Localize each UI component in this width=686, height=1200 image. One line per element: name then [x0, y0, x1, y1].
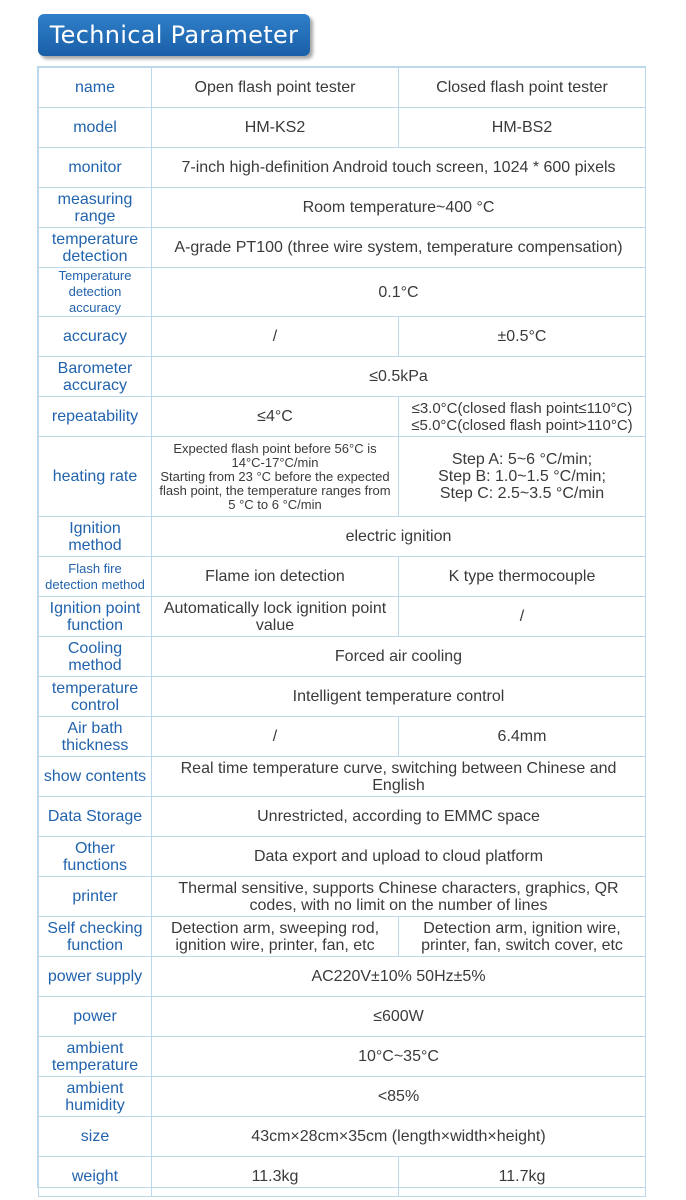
row-label: monitor: [39, 148, 152, 188]
table-row: [39, 877, 646, 917]
value-cell-merged: Real time temperature curve, switching between Chinese and English: [152, 757, 646, 797]
value-cell-merged: Thermal sensitive, supports Chinese characters, graphics, QR codes, with no limit on the number of lines: [152, 877, 646, 917]
value-cell-closed: ±0.5°C: [399, 317, 646, 357]
value-cell-closed: Step A: 5~6 °C/min; Step B: 1.0~1.5 °C/min; Step C: 2.5~3.5 °C/min: [399, 437, 646, 517]
table-row: [39, 557, 646, 597]
row-label: power: [39, 997, 152, 1037]
value-cell-closed: K type thermocouple: [399, 557, 646, 597]
section-title-badge: Technical Parameter: [38, 14, 310, 56]
row-label: accuracy: [39, 317, 152, 357]
table-row: [39, 997, 646, 1037]
value-cell-open: Automatically lock ignition point value: [152, 597, 399, 637]
value-cell-closed: Closed flash point tester: [399, 68, 646, 108]
parameter-table-body: [39, 68, 646, 1197]
table-row: [39, 397, 646, 437]
value-cell-merged: AC220V±10% 50Hz±5%: [152, 957, 646, 997]
value-cell-open: /: [152, 717, 399, 757]
table-row: [39, 957, 646, 997]
value-cell-closed: Detection arm, ignition wire, printer, fan, switch cover, etc: [399, 917, 646, 957]
value-cell-open: 11.3kg: [152, 1157, 399, 1197]
table-row: [39, 437, 646, 517]
table-row: [39, 268, 646, 317]
row-label: Temperature detection accuracy: [39, 268, 152, 317]
value-cell-merged: Room temperature~400 °C: [152, 188, 646, 228]
value-cell-open: /: [152, 317, 399, 357]
value-cell-merged: electric ignition: [152, 517, 646, 557]
row-label: measuring range: [39, 188, 152, 228]
row-label: Data Storage: [39, 797, 152, 837]
row-label: Flash fire detection method: [39, 557, 152, 597]
row-label: ambient humidity: [39, 1077, 152, 1117]
value-cell-closed: 11.7kg: [399, 1157, 646, 1197]
row-label: temperature control: [39, 677, 152, 717]
value-cell-merged: Forced air cooling: [152, 637, 646, 677]
value-cell-merged: 7-inch high-definition Android touch screen, 1024 * 600 pixels: [152, 148, 646, 188]
table-row: [39, 637, 646, 677]
value-cell-open: Detection arm, sweeping rod, ignition wire, printer, fan, etc: [152, 917, 399, 957]
parameter-table: [38, 67, 646, 1197]
table-row: [39, 188, 646, 228]
value-cell-open: Flame ion detection: [152, 557, 399, 597]
value-cell-merged: A-grade PT100 (three wire system, temperature compensation): [152, 228, 646, 268]
value-cell-open: HM-KS2: [152, 108, 399, 148]
row-label: ambient temperature: [39, 1037, 152, 1077]
value-cell-open: Open flash point tester: [152, 68, 399, 108]
table-row: [39, 517, 646, 557]
value-cell-merged: ≤600W: [152, 997, 646, 1037]
value-cell-closed: 6.4mm: [399, 717, 646, 757]
row-label: Ignition point function: [39, 597, 152, 637]
table-row: [39, 1077, 646, 1117]
row-label: size: [39, 1117, 152, 1157]
table-row: [39, 717, 646, 757]
table-row: [39, 148, 646, 188]
value-cell-merged: 43cm×28cm×35cm (length×width×height): [152, 1117, 646, 1157]
table-row: [39, 797, 646, 837]
row-label: Self checking function: [39, 917, 152, 957]
value-cell-merged: ≤0.5kPa: [152, 357, 646, 397]
row-label: power supply: [39, 957, 152, 997]
table-row: [39, 597, 646, 637]
value-cell-merged: Unrestricted, according to EMMC space: [152, 797, 646, 837]
value-cell-merged: <85%: [152, 1077, 646, 1117]
value-cell-closed: ≤3.0°C(closed flash point≤110°C) ≤5.0°C(closed flash point>110°C): [399, 397, 646, 437]
parameter-table-frame: [37, 66, 646, 1188]
row-label: name: [39, 68, 152, 108]
row-label: show contents: [39, 757, 152, 797]
value-cell-open: Expected flash point before 56°C is 14°C-17°C/min Starting from 23 °C before the expected flash point, the temperature ranges from 5 °C to 6 °C/min: [152, 437, 399, 517]
table-row: [39, 917, 646, 957]
value-cell-merged: Data export and upload to cloud platform: [152, 837, 646, 877]
row-label: Cooling method: [39, 637, 152, 677]
value-cell-closed: /: [399, 597, 646, 637]
row-label: Ignition method: [39, 517, 152, 557]
value-cell-open: ≤4°C: [152, 397, 399, 437]
table-row: [39, 357, 646, 397]
table-row: [39, 1037, 646, 1077]
row-label: heating rate: [39, 437, 152, 517]
table-row: [39, 837, 646, 877]
table-row: [39, 108, 646, 148]
row-label: Air bath thickness: [39, 717, 152, 757]
row-label: repeatability: [39, 397, 152, 437]
row-label: printer: [39, 877, 152, 917]
row-label: weight: [39, 1157, 152, 1197]
value-cell-merged: 10°C~35°C: [152, 1037, 646, 1077]
row-label: Other functions: [39, 837, 152, 877]
table-row: [39, 677, 646, 717]
value-cell-merged: Intelligent temperature control: [152, 677, 646, 717]
table-row: [39, 228, 646, 268]
value-cell-closed: HM-BS2: [399, 108, 646, 148]
table-row: [39, 317, 646, 357]
table-row: [39, 68, 646, 108]
table-row: [39, 757, 646, 797]
row-label: temperature detection: [39, 228, 152, 268]
row-label: model: [39, 108, 152, 148]
table-row: [39, 1157, 646, 1197]
row-label: Barometer accuracy: [39, 357, 152, 397]
table-row: [39, 1117, 646, 1157]
value-cell-merged: 0.1°C: [152, 268, 646, 317]
